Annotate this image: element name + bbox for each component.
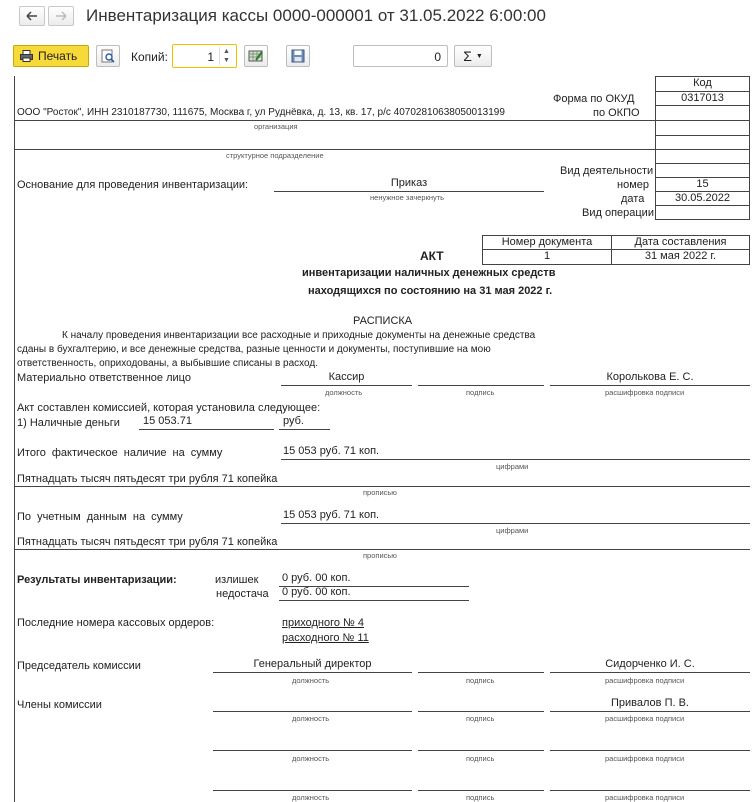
floppy-disk-icon — [291, 49, 305, 63]
cash-label: 1) Наличные деньги — [17, 417, 120, 429]
forma-okud-label: Форма по ОКУД — [553, 93, 635, 105]
doc-date-header: Дата составления — [611, 235, 750, 250]
member-3-signature — [418, 776, 544, 791]
chairman-position-caption: должность — [292, 676, 330, 685]
shortage-label: недостача — [216, 588, 269, 600]
basis-value: Приказ — [274, 177, 544, 192]
doc-number-header: Номер документа — [482, 235, 612, 250]
chevron-down-icon: ▼ — [475, 52, 483, 60]
basis-caption: ненужное зачеркнуть — [370, 193, 445, 202]
chairman-position: Генеральный директор — [213, 658, 412, 673]
activity-label: Вид деятельности — [560, 165, 654, 177]
outgoing-order: расходного № 11 — [282, 632, 369, 644]
responsible-signature-caption: подпись — [466, 388, 495, 397]
orders-label: Последние номера кассовых ордеров: — [17, 617, 215, 629]
okpo-label: по ОКПО — [593, 107, 640, 119]
incoming-order: приходного № 4 — [282, 617, 365, 629]
members-label: Члены комиссии — [17, 699, 102, 711]
operation-cell — [655, 206, 750, 220]
date-label: дата — [621, 193, 645, 205]
number-label: номер — [617, 179, 649, 191]
actual-digits-caption: цифрами — [496, 462, 529, 471]
subdivision-caption: структурное подразделение — [226, 151, 324, 160]
actual-label: Итого фактическое наличие на сумму — [17, 447, 223, 459]
arrow-left-icon — [26, 11, 38, 21]
subdivision-underline — [14, 149, 655, 150]
member-3-position — [213, 776, 412, 791]
member-2-decoding-caption: расшифровка подписи — [605, 754, 685, 763]
save-button[interactable] — [286, 45, 310, 67]
member-3-signature-caption: подпись — [466, 793, 495, 802]
operation-label: Вид операции — [582, 207, 654, 219]
magnifier-page-icon — [101, 49, 115, 63]
account-words: Пятнадцать тысяч пятьдесят три рубля 71 копейка — [17, 536, 278, 548]
account-digits-caption: цифрами — [496, 526, 529, 535]
results-label: Результаты инвентаризации: — [17, 574, 177, 586]
actual-value: 15 053 руб. 71 коп. — [281, 445, 750, 460]
shortage-value: 0 руб. 00 коп. — [279, 586, 469, 601]
commission-text: Акт составлен комиссией, которая установила следующее: — [17, 402, 321, 414]
member-1-decoding-caption: расшифровка подписи — [605, 714, 685, 723]
receipt-line-1: К началу проведения инвентаризации все расходные и приходные документы на денежные средства — [62, 330, 536, 341]
responsible-position: Кассир — [281, 371, 412, 386]
chairman-name: Сидорченко И. С. — [550, 658, 750, 673]
chairman-label: Председатель комиссии — [17, 660, 141, 672]
responsible-label: Материально ответственное лицо — [17, 372, 191, 384]
doc-left-border — [14, 76, 15, 802]
member-2-position-caption: должность — [292, 754, 330, 763]
forward-button[interactable] — [48, 6, 74, 26]
act-title: АКТ — [420, 249, 444, 263]
activity-cell — [655, 164, 750, 178]
member-2-signature-caption: подпись — [466, 754, 495, 763]
responsible-position-caption: должность — [325, 388, 363, 397]
edit-table-icon — [248, 49, 264, 63]
actual-words-underline — [14, 486, 750, 487]
responsible-decoding-caption: расшифровка подписи — [605, 388, 685, 397]
member-2-name — [550, 736, 750, 751]
kod-header: Код — [655, 76, 750, 91]
window-title: Инвентаризация кассы 0000-000001 от 31.05.2022 6:00:00 — [86, 6, 546, 25]
basis-label: Основание для проведения инвентаризации: — [17, 179, 249, 191]
chairman-signature-caption: подпись — [466, 676, 495, 685]
surplus-value: 0 руб. 00 коп. — [279, 572, 469, 587]
responsible-signature — [418, 371, 544, 386]
member-2-signature — [418, 736, 544, 751]
member-1-signature-caption: подпись — [466, 714, 495, 723]
account-label: По учетным данным на сумму — [17, 511, 183, 523]
receipt-line-2: сданы в бухгалтерию, и все денежные средства, разные ценности и документы, поступившие на мою — [17, 344, 491, 355]
receipt-title: РАСПИСКА — [353, 315, 413, 327]
account-value: 15 053 руб. 71 коп. — [281, 509, 750, 524]
organization-caption: организация — [254, 122, 298, 131]
act-subtitle-1: инвентаризации наличных денежных средств — [302, 267, 556, 279]
receipt-line-3: ответственность, оприходованы, а выбывшие списаны в расход. — [17, 358, 319, 369]
sigma-icon: Σ — [463, 48, 472, 64]
copies-input[interactable] — [172, 44, 237, 68]
kod-cell-5 — [655, 150, 750, 164]
responsible-name: Королькова Е. С. — [550, 371, 750, 386]
doc-number-value: 1 — [482, 249, 612, 265]
kod-cell-3 — [655, 121, 750, 136]
preview-button[interactable] — [96, 45, 120, 67]
member-3-decoding-caption: расшифровка подписи — [605, 793, 685, 802]
copies-spinner[interactable]: ▲ ▼ — [219, 47, 233, 65]
cash-value: 15 053.71 — [139, 415, 274, 430]
print-button[interactable] — [13, 45, 89, 67]
okud-value: 0317013 — [655, 91, 750, 106]
surplus-label: излишек — [215, 574, 259, 586]
date-cell: 30.05.2022 — [655, 192, 750, 206]
print-button-label: Печать — [38, 49, 78, 63]
act-subtitle-2: находящихся по состоянию на 31 мая 2022 г. — [308, 285, 553, 297]
member-3-position-caption: должность — [292, 793, 330, 802]
back-button[interactable] — [19, 6, 45, 26]
organization-underline — [14, 120, 655, 121]
chairman-decoding-caption: расшифровка подписи — [605, 676, 685, 685]
number-cell: 15 — [655, 178, 750, 192]
member-1-position — [213, 697, 412, 712]
copies-value: 1 — [207, 50, 214, 64]
actual-words-caption: прописью — [363, 488, 397, 497]
sum-value-field[interactable]: 0 — [353, 45, 448, 67]
account-words-caption: прописью — [363, 551, 397, 560]
sum-dropdown-button[interactable] — [454, 45, 492, 67]
doc-date-value: 31 мая 2022 г. — [611, 249, 750, 265]
arrow-right-icon — [55, 11, 67, 21]
printer-icon — [20, 50, 33, 62]
kod-cell-4 — [655, 136, 750, 150]
chairman-signature — [418, 658, 544, 673]
edit-document-button[interactable] — [244, 45, 268, 67]
account-words-underline — [14, 549, 750, 550]
member-3-name — [550, 776, 750, 791]
member-2-position — [213, 736, 412, 751]
copies-label: Копий: — [131, 50, 168, 64]
document-area — [0, 76, 752, 802]
member-1-signature — [418, 697, 544, 712]
actual-words: Пятнадцать тысяч пятьдесят три рубля 71 копейка — [17, 473, 278, 485]
okpo-value-cell — [655, 106, 750, 121]
organization-text: ООО "Росток", ИНН 2310187730, 111675, Москва г, ул Руднёвка, д. 13, кв. 17, р/с 40702810638050013199 — [17, 107, 505, 118]
member-1-name: Привалов П. В. — [550, 697, 750, 712]
member-1-position-caption: должность — [292, 714, 330, 723]
cash-unit: руб. — [279, 415, 330, 430]
